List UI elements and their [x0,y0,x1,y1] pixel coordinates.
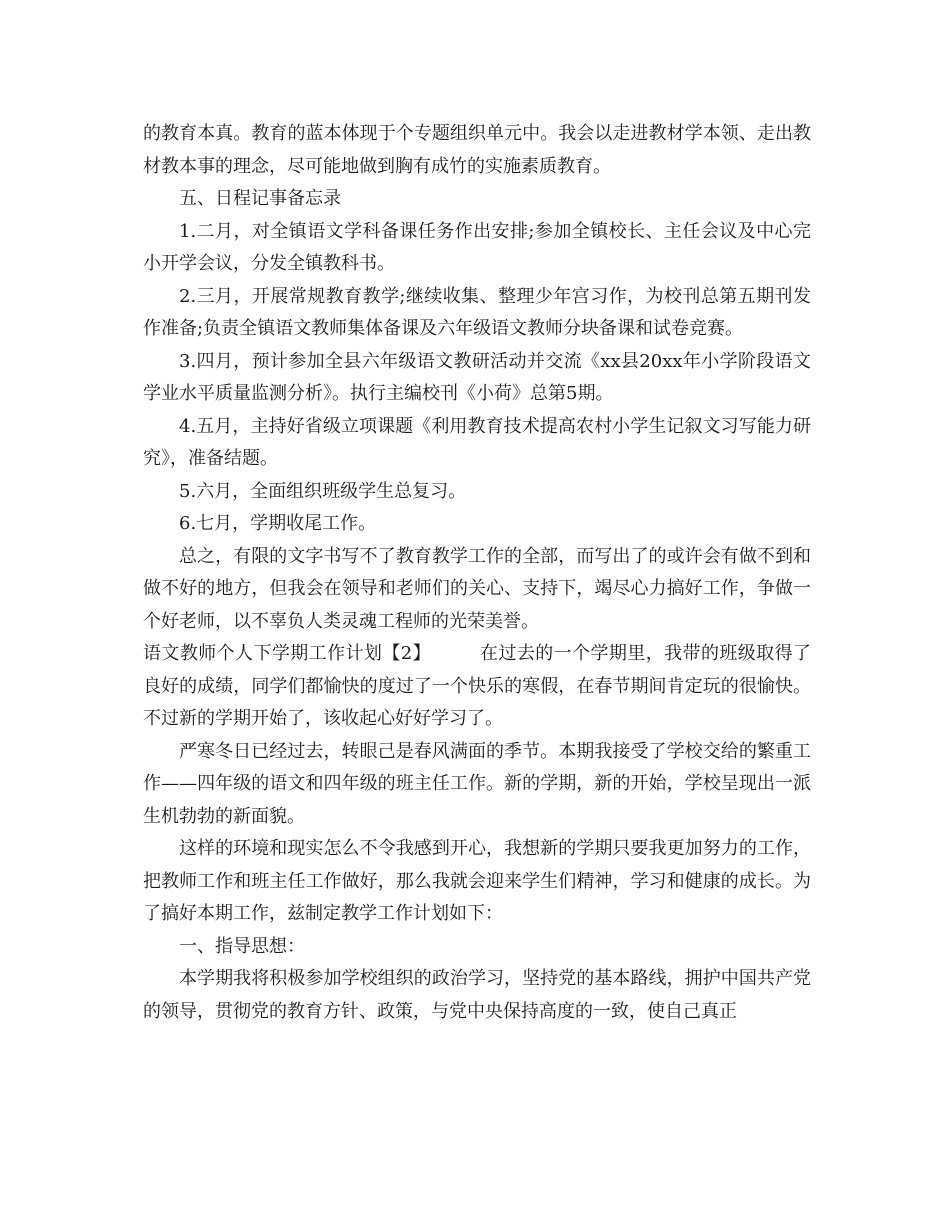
memo-item: 5.六月，全面组织班级学生总复习。 [179,480,467,502]
paragraph: 这样的环境和现实怎么不令我感到开心，我想新的学期只要我更加努力的工作，把教师工作和班主任工作做好，那么我就会迎来学生们精神，学习和健康的成长。为了搞好本期工作，兹制定教学工作计划如下： [143,838,811,924]
paragraph: 本学期我将积极参加学校组织的政治学习，坚持党的基本路线，拥护中国共产党的领导，贯彻党的教育方针、政策，与党中央保持高度的一致，使自己真正 [143,968,811,1022]
memo-item: 4.五月，主持好省级立项课题《利用教育技术提高农村小学生记叙文习写能力研究》，准备结题。 [143,415,811,469]
paragraph: 总之，有限的文字书写不了教育教学工作的全部，而写出了的或许会有做不到和做不好的地方，但我会在领导和老师们的关心、支持下，竭尽心力搞好工作，争做一个好老师，以不辜负人类灵魂工程师的光荣美誉。 [143,545,811,632]
paragraph: 严寒冬日已经过去，转眼己是春风满面的季节。本期我接受了学校交给的繁重工作——四年级的语文和四年级的班主任工作。新的学期，新的开始，学校呈现出一派生机勃勃的新面貌。 [143,740,811,827]
memo-item: 1.二月，对全镇语文学科备课任务作出安排;参加全镇校长、主任会议及中心完小开学会议，分发全镇教科书。 [143,220,811,274]
section-lead: 在过去的一个学期里，我带的班级取得了良好的成绩，同学们都愉快的度过了一个快乐的寒假，在春节期间肯定玩的很愉快。不过新的学期开始了，该收起心好好学习了。 [143,643,811,729]
section-title-paragraph [143,638,811,736]
document-body [143,118,811,1028]
memo-item: 3.四月，预计参加全县六年级语文教研活动并交流《xx县20xx年小学阶段语文学业水平质量监测分析》。执行主编校刊《小荷》总第5期。 [143,350,811,404]
memo-item: 6.七月，学期收尾工作。 [179,513,377,534]
section-heading: 一、指导思想： [179,935,305,957]
paragraph: 的教育本真。教育的蓝本体现于个专题组织单元中。我会以走进教材学本领、走出教材教本事的理念，尽可能地做到胸有成竹的实施素质教育。 [143,123,811,177]
section-heading: 五、日程记事备忘录 [179,188,341,209]
memo-item: 2.三月，开展常规教育教学;继续收集、整理少年宫习作，为校刊总第五期刊发作准备;负责全镇语文教师集体备课及六年级语文教师分块备课和试卷竞赛。 [143,285,811,339]
section-title: 语文教师个人下学期工作计划【2】 [143,643,431,664]
